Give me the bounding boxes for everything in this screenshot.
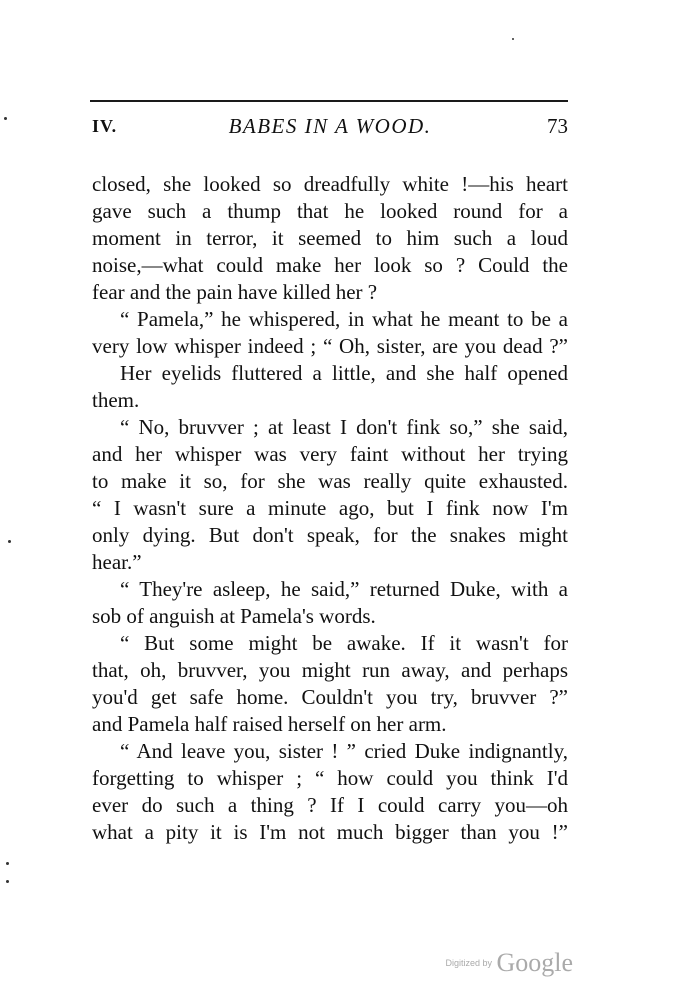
scan-speck	[6, 862, 9, 865]
text-line: closed, she looked so dreadfully white !—his heart	[92, 172, 568, 196]
text-line: and her whisper was very faint without her trying	[92, 442, 568, 466]
google-logo: Google	[496, 948, 573, 977]
text-line: “ They're asleep, he said,” returned Duke, with a	[120, 577, 568, 601]
digitized-by-label: Digitized by	[445, 958, 492, 968]
digitization-watermark	[445, 948, 573, 978]
text-line: to make it so, for she was really quite exhausted.	[92, 469, 568, 493]
text-line: hear.”	[92, 550, 142, 574]
page-number: 73	[547, 114, 568, 138]
text-line: only dying. But don't speak, for the snakes might	[92, 523, 568, 547]
text-line: “ But some might be awake. If it wasn't for	[120, 631, 568, 655]
scan-speck	[4, 117, 7, 120]
scan-speck	[512, 38, 514, 40]
text-line: “ I wasn't sure a minute ago, but I fink now I'm	[92, 496, 568, 520]
text-line: what a pity it is I'm not much bigger than you !”	[92, 820, 568, 844]
text-line: them.	[92, 388, 140, 412]
text-line: fear and the pain have killed her ?	[92, 280, 378, 304]
scan-speck	[8, 540, 11, 543]
text-line: “ No, bruvver ; at least I don't fink so,” she said,	[120, 415, 568, 439]
text-line: ever do such a thing ? If I could carry you—oh	[92, 793, 568, 817]
text-line: “ And leave you, sister ! ” cried Duke indignantly,	[120, 739, 568, 763]
text-line: Her eyelids fluttered a little, and she half opened	[120, 361, 568, 385]
text-line: sob of anguish at Pamela's words.	[92, 604, 376, 628]
chapter-number: IV.	[92, 116, 118, 136]
running-title: BABES IN A WOOD.	[228, 114, 432, 138]
text-line: “ Pamela,” he whispered, in what he meant to be a	[120, 307, 568, 331]
text-line: forgetting to whisper ; “ how could you think I'd	[92, 766, 568, 790]
text-line: you'd get safe home. Couldn't you try, bruvver ?”	[92, 685, 568, 709]
text-line: that, oh, bruvver, you might run away, and perhaps	[92, 658, 568, 682]
scan-speck	[6, 880, 9, 883]
text-line: moment in terror, it seemed to him such a loud	[92, 226, 568, 250]
header-rule	[90, 100, 568, 102]
text-line: very low whisper indeed ; “ Oh, sister, are you dead ?”	[92, 334, 568, 358]
text-line: noise,—what could make her look so ? Could the	[92, 253, 568, 277]
running-header	[92, 112, 568, 144]
text-line: gave such a thump that he looked round for a	[92, 199, 568, 223]
page-body	[92, 171, 568, 846]
text-line: and Pamela half raised herself on her arm.	[92, 712, 447, 736]
